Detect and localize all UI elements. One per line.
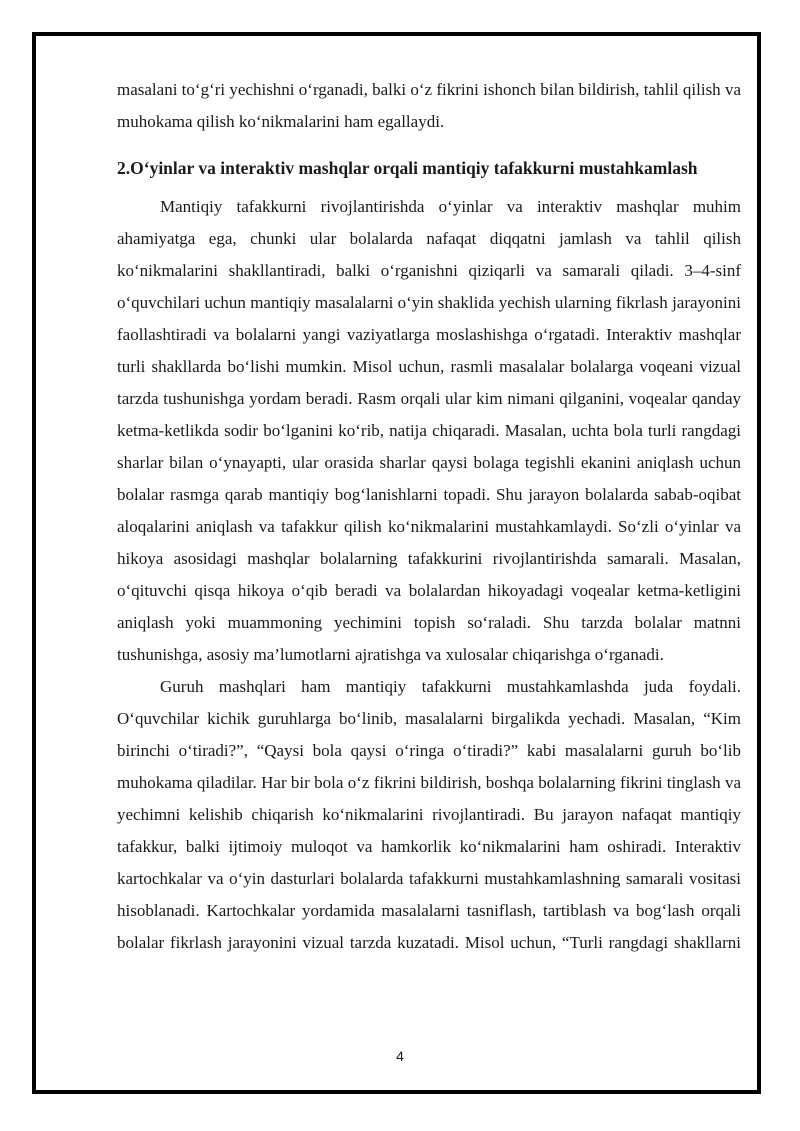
paragraph-group-exercises: Guruh mashqlari ham mantiqiy tafakkurni mustahkamlashda juda foydali. O‘quvchilar kichik guruhlarga bo‘linib, masalalarni birgalikda yechadi. Masalan, “Kim birinchi o‘tiradi?”, “Qaysi bola qaysi o‘ringa o‘tiradi?” kabi masalalarni guruh bo‘lib muhokama qiladilar. Har bir bola o‘z fikrini bildirish, boshqa bolalarning fikrini tinglash va yechimni kelishib chiqarish ko‘nikmalarini rivojlantiradi. Bu jarayon nafaqat mantiqiy tafakkur, balki ijtimoiy muloqot va hamkorlik ko‘nikmalarini ham oshiradi. Interaktiv kartochkalar va o‘yin dasturlari bolalarda tafakkurni mustahkamlashning samarali vositasi hisoblanadi. Kartochkalar yordamida masalalarni tasniflash, tartiblash va bog‘lash orqali bolalar fikrlash jarayonini vizual tarzda kuzatadi. Misol uchun, “Turli rangdagi shakllarni xyxy=(117,677,741,952)
paragraph-games-exercises: Mantiqiy tafakkurni rivojlantirishda o‘yinlar va interaktiv mashqlar muhim ahamiyatga ega, chunki ular bolalarda nafaqat diqqatni jamlash va tahlil qilish ko‘nikmalarini shakllantiradi, balki o‘rganishni qiziqarli va samarali qiladi. 3–4-sinf o‘quvchilari uchun mantiqiy masalalarni o‘yin shaklida yechish ularning fikrlash jarayonini faollashtiradi va bolalarni yangi vaziyatlarga moslashishga o‘rgatadi. Interaktiv mashqlar turli shakllarda bo‘lishi mumkin. Misol uchun, rasmli masalalar bolalarga voqeani vizual tarzda tushunishga yordam beradi. Rasm orqali ular kim nimani qilganini, voqealar qanday ketma-ketlikda sodir bo‘lganini ko‘rib, natija chiqaradi. Masalan, uchta bola turli rangdagi sharlar bilan o‘ynayapti, ular orasida sharlar qaysi bolaga tegishli ekanini aniqlash uchun bolalar rasmga qarab mantiqiy bog‘lanishlarni topadi. Shu jarayon bolalarda sabab-oqibat aloqalarini aniqlash va tafakkur qilish ko‘nikmalarini mustahkamlaydi. So‘zli o‘yinlar va hikoya asosidagi mashqlar bolalarning tafakkurini rivojlantirishda samarali. Masalan, o‘qituvchi qisqa hikoya o‘qib beradi va bolalardan hikoyadagi voqealar ketma-ketligini aniqlash yoki muammoning yechimini topish so‘raladi. Shu tarzda bolalar matnni tushunishga, asosiy ma’lumotlarni ajratishga va xulosalar chiqarishga o‘rganadi. xyxy=(117,197,741,664)
section-heading: 2.O‘yinlar va interaktiv mashqlar orqali mantiqiy tafakkurni mustahkamlash xyxy=(117,158,698,178)
page-number: 4 xyxy=(396,1048,404,1064)
continuation-paragraph: masalani to‘g‘ri yechishni o‘rganadi, balki o‘z fikrini ishonch bilan bildirish, tahlil qilish va muhokama qilish ko‘nikmalarini ham egallaydi. xyxy=(117,80,741,131)
page-content xyxy=(117,74,741,959)
